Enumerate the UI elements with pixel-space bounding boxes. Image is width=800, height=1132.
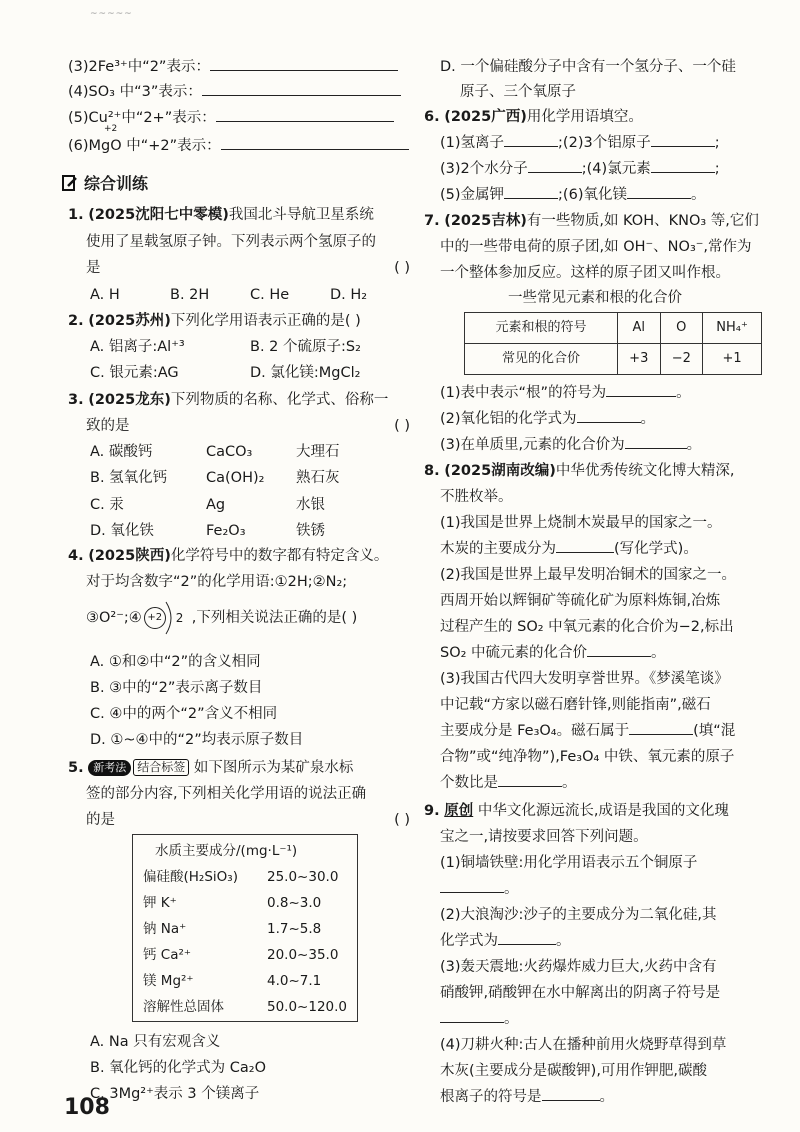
option-d[interactable]: D. ①~④中的“2”均表示原子数目 — [90, 732, 304, 748]
answer-blank[interactable] — [210, 56, 398, 71]
question-1: 1. (2025沈阳七中零模)我国北斗导航卫星系统 — [68, 207, 374, 223]
section-heading: 综合训练 — [62, 172, 148, 196]
q8-part-1: 木炭的主要成分为 (写化学式)。 — [440, 537, 698, 561]
answer-blank[interactable] — [651, 158, 715, 173]
pencil-note-icon — [62, 175, 78, 191]
answer-blank[interactable] — [440, 878, 504, 893]
q8-part-2: SO₂ 中硫元素的化合价 。 — [440, 641, 666, 665]
q7-item-2: (2)氧化铝的化学式为 。 — [440, 407, 655, 431]
answer-blank[interactable] — [625, 434, 687, 449]
answer-blank[interactable] — [528, 158, 582, 173]
label-title: 水质主要成分/(mg·L⁻¹) — [155, 843, 298, 859]
answer-blank[interactable] — [498, 772, 562, 787]
valence-table — [464, 312, 762, 375]
question-5-text: 签的部分内容,下列相关化学用语的说法正确 — [86, 786, 367, 802]
option-c[interactable]: C. He — [250, 287, 290, 303]
q6-row-1: (1)氢离子 ;(2)3个铝原子 ; — [440, 131, 720, 155]
answer-paren[interactable]: ( ) — [394, 812, 410, 828]
answer-blank[interactable] — [629, 720, 693, 735]
answer-blank[interactable] — [606, 382, 676, 397]
answer-blank[interactable] — [202, 81, 401, 96]
q6-row-2: (3)2个水分子 ;(4)氯元素 ; — [440, 157, 720, 181]
option-c[interactable]: C. 3Mg²⁺表示 3 个镁离子 — [90, 1086, 260, 1102]
table-row: 常见的化合价 +3 −2 +1 — [465, 344, 762, 375]
question-9-text: 宝之一,请按要求回答下列问题。 — [440, 829, 648, 845]
question-1-text: 是 ( ) — [86, 256, 410, 280]
option-b[interactable]: B. 2H — [170, 287, 210, 303]
q8-part-3: 主要成分是 Fe₃O₄。磁石属于 (填“混 — [440, 719, 735, 743]
answer-blank[interactable] — [542, 1086, 600, 1101]
question-4-text: ③O²⁻;④ +2 2 ,下列相关说法正确的是( ) — [86, 606, 357, 630]
table-header-row: 元素和根的符号 Al O NH₄⁺ — [465, 313, 762, 344]
question-8-text: 不胜枚举。 — [440, 489, 513, 505]
answer-paren[interactable]: ( ) — [394, 260, 410, 276]
q8-part-3-ratio: 个数比是 。 — [440, 771, 577, 795]
option-d[interactable]: D. 氯化镁:MgCl₂ — [250, 365, 361, 381]
option-c[interactable]: C. 银元素:AG — [90, 365, 179, 381]
fill-item-6: (6)MgO 中“+2”表示： — [68, 134, 409, 158]
original-badge: 原创 — [444, 803, 474, 819]
fill-item-4: (4)SO₃ 中“3”表示： — [68, 80, 401, 104]
fill-item-5: (5)Cu²⁺中“2+”表示： — [68, 106, 394, 130]
shell-electrons: 2 — [175, 611, 184, 625]
q9-part-4: 根离子的符号是 。 — [440, 1085, 614, 1109]
answer-blank[interactable] — [216, 107, 394, 122]
top-decoration: ~~~~~ — [90, 9, 133, 19]
answer-blank[interactable] — [440, 1008, 504, 1023]
page-number: 108 — [64, 1095, 110, 1120]
option-d[interactable]: D. H₂ — [330, 287, 368, 303]
option-b[interactable]: B. ③中的“2”表示离子数目 — [90, 680, 263, 696]
new-method-badge: 新考法 — [88, 760, 131, 776]
question-8: 8. (2025湖南改编)中华优秀传统文化博大精深, — [424, 463, 735, 479]
option-a[interactable]: A. ①和②中“2”的含义相同 — [90, 654, 261, 670]
answer-blank[interactable] — [577, 408, 641, 423]
answer-blank[interactable] — [556, 538, 614, 553]
valence-mark: +2 — [104, 124, 118, 134]
nucleus: +2 — [144, 607, 166, 629]
mineral-water-label: 水质主要成分/(mg·L⁻¹) 偏硅酸(H₂SiO₃) 25.0~30.0 钾 K⁺ 0.8~3.0 钠 Na⁺ 1.7~5.8 钙 Ca²⁺ 20.0~35.0 镁 Mg²⁺ 4.0~7.1 溶解性总固体 50.0~120.0 — [132, 834, 358, 1022]
question-3-text: 致的是 ( ) — [86, 414, 410, 438]
valence-table-title: 一些常见元素和根的化合价 — [508, 290, 682, 306]
question-4: 4. (2025陕西)化学符号中的数字都有特定含义。 — [68, 548, 389, 564]
question-4-text: 对于均含数字“2”的化学用语:①2H;②N₂; — [86, 574, 348, 590]
option-b[interactable]: B. 2 个硫原子:S₂ — [250, 339, 361, 355]
option-a[interactable]: A. H — [90, 287, 120, 303]
question-7: 7. (2025吉林)有一些物质,如 KOH、KNO₃ 等,它们 — [424, 213, 759, 229]
question-3: 3. (2025龙东)下列物质的名称、化学式、俗称一 — [68, 392, 389, 408]
question-6: 6. (2025广西)用化学用语填空。 — [424, 109, 643, 125]
atom-structure-diagram — [142, 608, 192, 628]
question-5: 5. 新考法 结合标签 如下图所示为某矿泉水标 — [68, 760, 354, 776]
answer-blank[interactable] — [627, 184, 691, 199]
answer-blank[interactable] — [504, 184, 558, 199]
option-c[interactable]: C. ④中的两个“2”含义不相同 — [90, 706, 278, 722]
q9-part-1: 。 — [440, 877, 519, 901]
option-a[interactable]: A. Na 只有宏观含义 — [90, 1034, 221, 1050]
question-5-text: 的是 ( ) — [86, 808, 410, 832]
option-a[interactable]: A. 铝离子:Al⁺³ — [90, 339, 185, 355]
answer-blank[interactable] — [504, 132, 558, 147]
answer-paren[interactable]: ( ) — [394, 418, 410, 434]
q7-item-1: (1)表中表示“根”的符号为 。 — [440, 381, 691, 405]
q9-part-3: 。 — [440, 1007, 519, 1031]
question-2: 2. (2025苏州)下列化学用语表示正确的是( ) — [68, 313, 361, 329]
answer-blank[interactable] — [651, 132, 715, 147]
q6-row-3: (5)金属钾 ;(6)氧化镁 。 — [440, 183, 705, 207]
question-7-text: 中的一些带电荷的原子团,如 OH⁻、NO₃⁻,常作为 — [440, 239, 752, 255]
answer-blank[interactable] — [498, 930, 556, 945]
question-7-text: 一个整体参加反应。这样的原子团又叫作根。 — [440, 265, 730, 281]
question-9: 9. 原创 中华文化源远流长,成语是我国的文化瑰 — [424, 799, 729, 823]
option-b[interactable]: B. 氧化钙的化学式为 Ca₂O — [90, 1060, 267, 1076]
answer-blank[interactable] — [587, 642, 651, 657]
q9-part-2: 化学式为 。 — [440, 929, 571, 953]
label-badge: 结合标签 — [133, 759, 189, 776]
q7-item-3: (3)在单质里,元素的化合价为 。 — [440, 433, 701, 457]
question-1-text: 使用了星载氢原子钟。下列表示两个氢原子的 — [86, 234, 376, 250]
fill-item-3: (3)2Fe³⁺中“2”表示： — [68, 55, 398, 79]
answer-blank[interactable] — [221, 135, 409, 150]
